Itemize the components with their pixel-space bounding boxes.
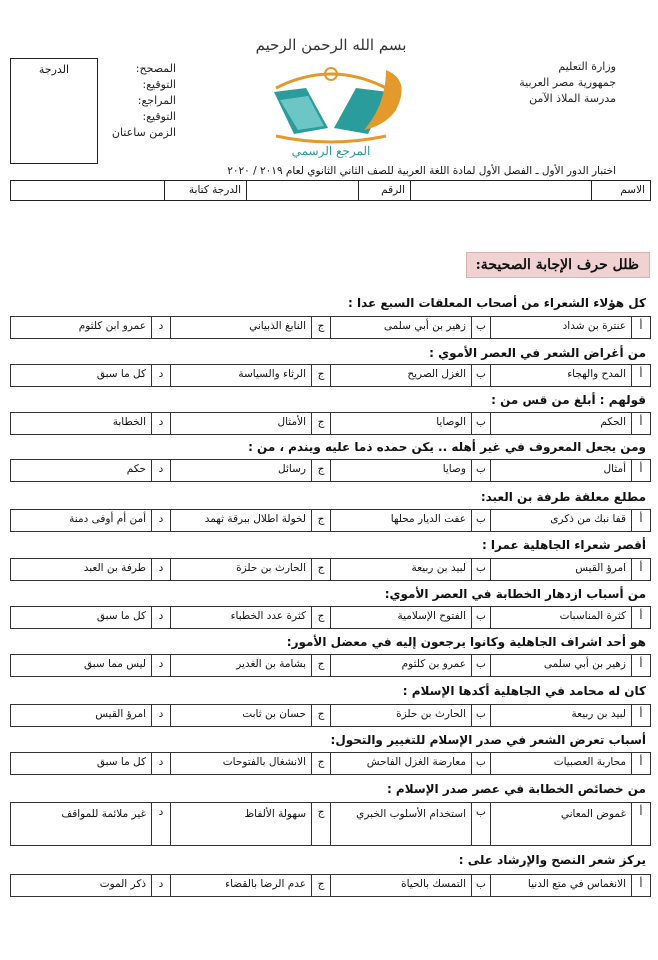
reviewer-label: المراجع: xyxy=(137,94,176,107)
option-letter[interactable]: ج xyxy=(311,365,330,386)
option-letter[interactable]: أ xyxy=(631,413,650,434)
option-letter[interactable]: د xyxy=(151,317,170,338)
option-text: غير ملائمة للمواقف xyxy=(61,808,146,820)
options-row xyxy=(10,874,651,897)
options-row xyxy=(10,459,651,482)
name-label: الاسم xyxy=(591,181,650,200)
option-text: النابغ الذبياني xyxy=(170,317,311,338)
option-letter[interactable]: ب xyxy=(471,460,490,481)
option-letter[interactable]: أ xyxy=(631,875,650,896)
option-text: الانشغال بالفتوحات xyxy=(170,753,311,774)
option-text: محاربة العصبيات xyxy=(490,753,631,774)
country-name: جمهورية مصر العربية xyxy=(519,76,616,89)
option-letter[interactable]: د xyxy=(151,460,170,481)
option-text: معارضة الغزل الفاحش xyxy=(330,753,471,774)
option-letter[interactable]: د xyxy=(151,655,170,676)
option-letter[interactable]: ج xyxy=(311,803,330,845)
option-text: حسان بن ثابت xyxy=(170,705,311,726)
option-text: الغزل الصريح xyxy=(330,365,471,386)
option-letter[interactable]: ج xyxy=(311,317,330,338)
option-letter[interactable]: ب xyxy=(471,317,490,338)
options-row xyxy=(10,412,651,435)
option-text: زهير بن أبي سلمى xyxy=(490,655,631,676)
option-letter[interactable]: ب xyxy=(471,753,490,774)
number-field[interactable] xyxy=(246,181,358,200)
option-letter[interactable]: ج xyxy=(311,460,330,481)
school-logo xyxy=(236,30,426,160)
option-text: عمرو ابن كلثوم xyxy=(78,320,146,332)
grade-written-label: الدرجة كتابة xyxy=(164,181,246,200)
name-field[interactable] xyxy=(410,181,591,200)
option-text: كثرة عدد الخطباء xyxy=(170,607,311,628)
option-text: وصايا xyxy=(330,460,471,481)
option-text: زهير بن أبي سلمى xyxy=(330,317,471,338)
exam-duration: الزمن ساعتان xyxy=(111,126,176,139)
option-letter[interactable]: د xyxy=(151,365,170,386)
logo-text: المرجع الرسمي xyxy=(291,144,371,158)
options-row xyxy=(10,704,651,727)
option-letter[interactable]: أ xyxy=(631,317,650,338)
options-row xyxy=(10,364,651,387)
option-letter[interactable]: د xyxy=(151,875,170,896)
question-text: أسباب تعرض الشعر في صدر الإسلام للتغيير والتحول: xyxy=(330,733,646,747)
question-text: مطلع معلقة طرفة بن العبد: xyxy=(480,490,646,504)
question-text: هو أحد اشراف الجاهلية وكانوا يرجعون إليه في معضل الأمور: xyxy=(286,635,646,649)
option-letter[interactable]: د xyxy=(151,753,170,774)
option-text: كثرة المناسبات xyxy=(490,607,631,628)
options-row xyxy=(10,606,651,629)
option-letter[interactable]: ج xyxy=(311,559,330,580)
signature-label-2: التوقيع: xyxy=(142,110,176,123)
option-text: كل ما سبق xyxy=(96,610,146,622)
option-text: امرؤ القيس xyxy=(95,708,146,720)
option-text: سهولة الألفاظ xyxy=(170,803,311,845)
option-letter[interactable]: ب xyxy=(471,510,490,531)
option-letter[interactable]: ج xyxy=(311,753,330,774)
signature-label-1: التوقيع: xyxy=(142,78,176,91)
option-text: الانغماس في متع الدنيا xyxy=(490,875,631,896)
option-letter[interactable]: ج xyxy=(311,875,330,896)
option-text: ذكر الموت xyxy=(99,878,146,890)
question-text: كان له محامد في الجاهلية أكدها الإسلام : xyxy=(402,684,646,698)
option-text: بشامة بن الغدير xyxy=(170,655,311,676)
options-row xyxy=(10,802,651,846)
option-letter[interactable]: أ xyxy=(631,559,650,580)
options-row xyxy=(10,316,651,339)
ministry-name: وزارة التعليم xyxy=(558,60,616,73)
options-row xyxy=(10,558,651,581)
option-text: المدح والهجاء xyxy=(490,365,631,386)
option-text: استخدام الأسلوب الخبري xyxy=(330,803,471,845)
option-letter[interactable]: ب xyxy=(471,607,490,628)
school-name: مدرسة الملاذ الآمن xyxy=(529,92,616,105)
option-text: الرثاء والسياسة xyxy=(170,365,311,386)
basmala: بسم الله الرحمن الرحيم xyxy=(255,36,407,54)
instructions-banner xyxy=(466,252,650,278)
question-text: من خصائص الخطابة في عصر صدر الإسلام : xyxy=(386,782,646,796)
option-text: الحارث بن حلزة xyxy=(330,705,471,726)
option-letter[interactable]: ب xyxy=(471,875,490,896)
grader-label: المصحح: xyxy=(135,62,176,75)
option-letter[interactable]: أ xyxy=(631,705,650,726)
option-text: عنترة بن شداد xyxy=(490,317,631,338)
option-text: لبيد بن ربيعة xyxy=(490,705,631,726)
number-label: الرقم xyxy=(358,181,410,200)
question-text: كل هؤلاء الشعراء من أصحاب المعلقات السبع عدا : xyxy=(348,296,646,310)
student-info-table xyxy=(10,180,651,201)
question-text: ومن يجعل المعروف في غير أهله .. يكن حمده ذما عليه ويندم ، من : xyxy=(248,440,646,454)
option-letter[interactable]: د xyxy=(151,413,170,434)
option-text: الخطابة xyxy=(112,416,146,428)
option-letter[interactable]: ب xyxy=(471,803,490,845)
question-text: أقصر شعراء الجاهلية عمرا : xyxy=(481,538,646,552)
options-row xyxy=(10,752,651,775)
question-text: قولهم : أبلغ من قس من : xyxy=(491,393,646,407)
option-letter[interactable]: د xyxy=(151,559,170,580)
options-row xyxy=(10,509,651,532)
grade-box[interactable] xyxy=(10,58,98,164)
options-row xyxy=(10,654,651,677)
option-text: الأمثال xyxy=(170,413,311,434)
option-text: عفت الديار محلها xyxy=(330,510,471,531)
option-letter[interactable]: د xyxy=(151,510,170,531)
option-text: عمرو بن كلثوم xyxy=(330,655,471,676)
grade-box-label: الدرجة xyxy=(38,63,70,76)
option-text: كل ما سبق xyxy=(96,756,146,768)
option-letter[interactable]: أ xyxy=(631,365,650,386)
option-text: طرفة بن العبد xyxy=(83,562,146,574)
option-text: الفتوح الإسلامية xyxy=(330,607,471,628)
option-text: حكم xyxy=(126,463,146,475)
option-letter[interactable]: ب xyxy=(471,559,490,580)
option-text: امرؤ القيس xyxy=(490,559,631,580)
option-letter[interactable]: ب xyxy=(471,413,490,434)
option-letter[interactable]: أ xyxy=(631,753,650,774)
option-letter[interactable]: د xyxy=(151,803,170,845)
option-text: كل ما سبق xyxy=(96,368,146,380)
question-text: من أغراض الشعر في العصر الأموي : xyxy=(429,346,646,360)
option-letter[interactable]: أ xyxy=(631,655,650,676)
option-letter[interactable]: ج xyxy=(311,705,330,726)
option-text: رسائل xyxy=(170,460,311,481)
option-text: لخولة اطلال ببرقة ثهمد xyxy=(170,510,311,531)
option-text: الوصايا xyxy=(330,413,471,434)
option-letter[interactable]: ج xyxy=(311,413,330,434)
option-text: أمن أم أوفى دمنة xyxy=(69,513,146,525)
option-text: قفا نبك من ذكرى xyxy=(490,510,631,531)
instructions-text: ظلل حرف الإجابة الصحيحة: xyxy=(475,257,639,273)
exam-title: اختبار الدور الأول ـ الفصل الأول لمادة اللغة العربية للصف الثاني الثانوي لعام ٢٠١٩ / ٢٠٢٠ xyxy=(227,165,616,177)
option-text: الحارث بن حلزة xyxy=(170,559,311,580)
question-text: من أسباب ازدهار الخطابة في العصر الأموي: xyxy=(384,587,646,601)
option-text: التمسك بالحياة xyxy=(330,875,471,896)
option-letter[interactable]: د xyxy=(151,705,170,726)
grade-written-field[interactable] xyxy=(11,181,164,200)
option-letter[interactable]: ج xyxy=(311,607,330,628)
option-letter[interactable]: أ xyxy=(631,460,650,481)
option-letter[interactable]: أ xyxy=(631,510,650,531)
question-text: يركز شعر النصح والإرشاد على : xyxy=(458,853,646,867)
option-text: غموض المعاني xyxy=(490,803,631,845)
option-letter[interactable]: ج xyxy=(311,510,330,531)
option-letter[interactable]: ج xyxy=(311,655,330,676)
option-letter[interactable]: ب xyxy=(471,705,490,726)
option-letter[interactable]: د xyxy=(151,607,170,628)
option-text: ليس مما سبق xyxy=(83,658,146,670)
option-text: الحكم xyxy=(490,413,631,434)
option-text: عدم الرضا بالقضاء xyxy=(170,875,311,896)
option-text: لبيد بن ربيعة xyxy=(330,559,471,580)
option-letter[interactable]: أ xyxy=(631,803,650,845)
option-letter[interactable]: ب xyxy=(471,365,490,386)
option-text: أمثال xyxy=(490,460,631,481)
option-letter[interactable]: أ xyxy=(631,607,650,628)
option-letter[interactable]: ب xyxy=(471,655,490,676)
